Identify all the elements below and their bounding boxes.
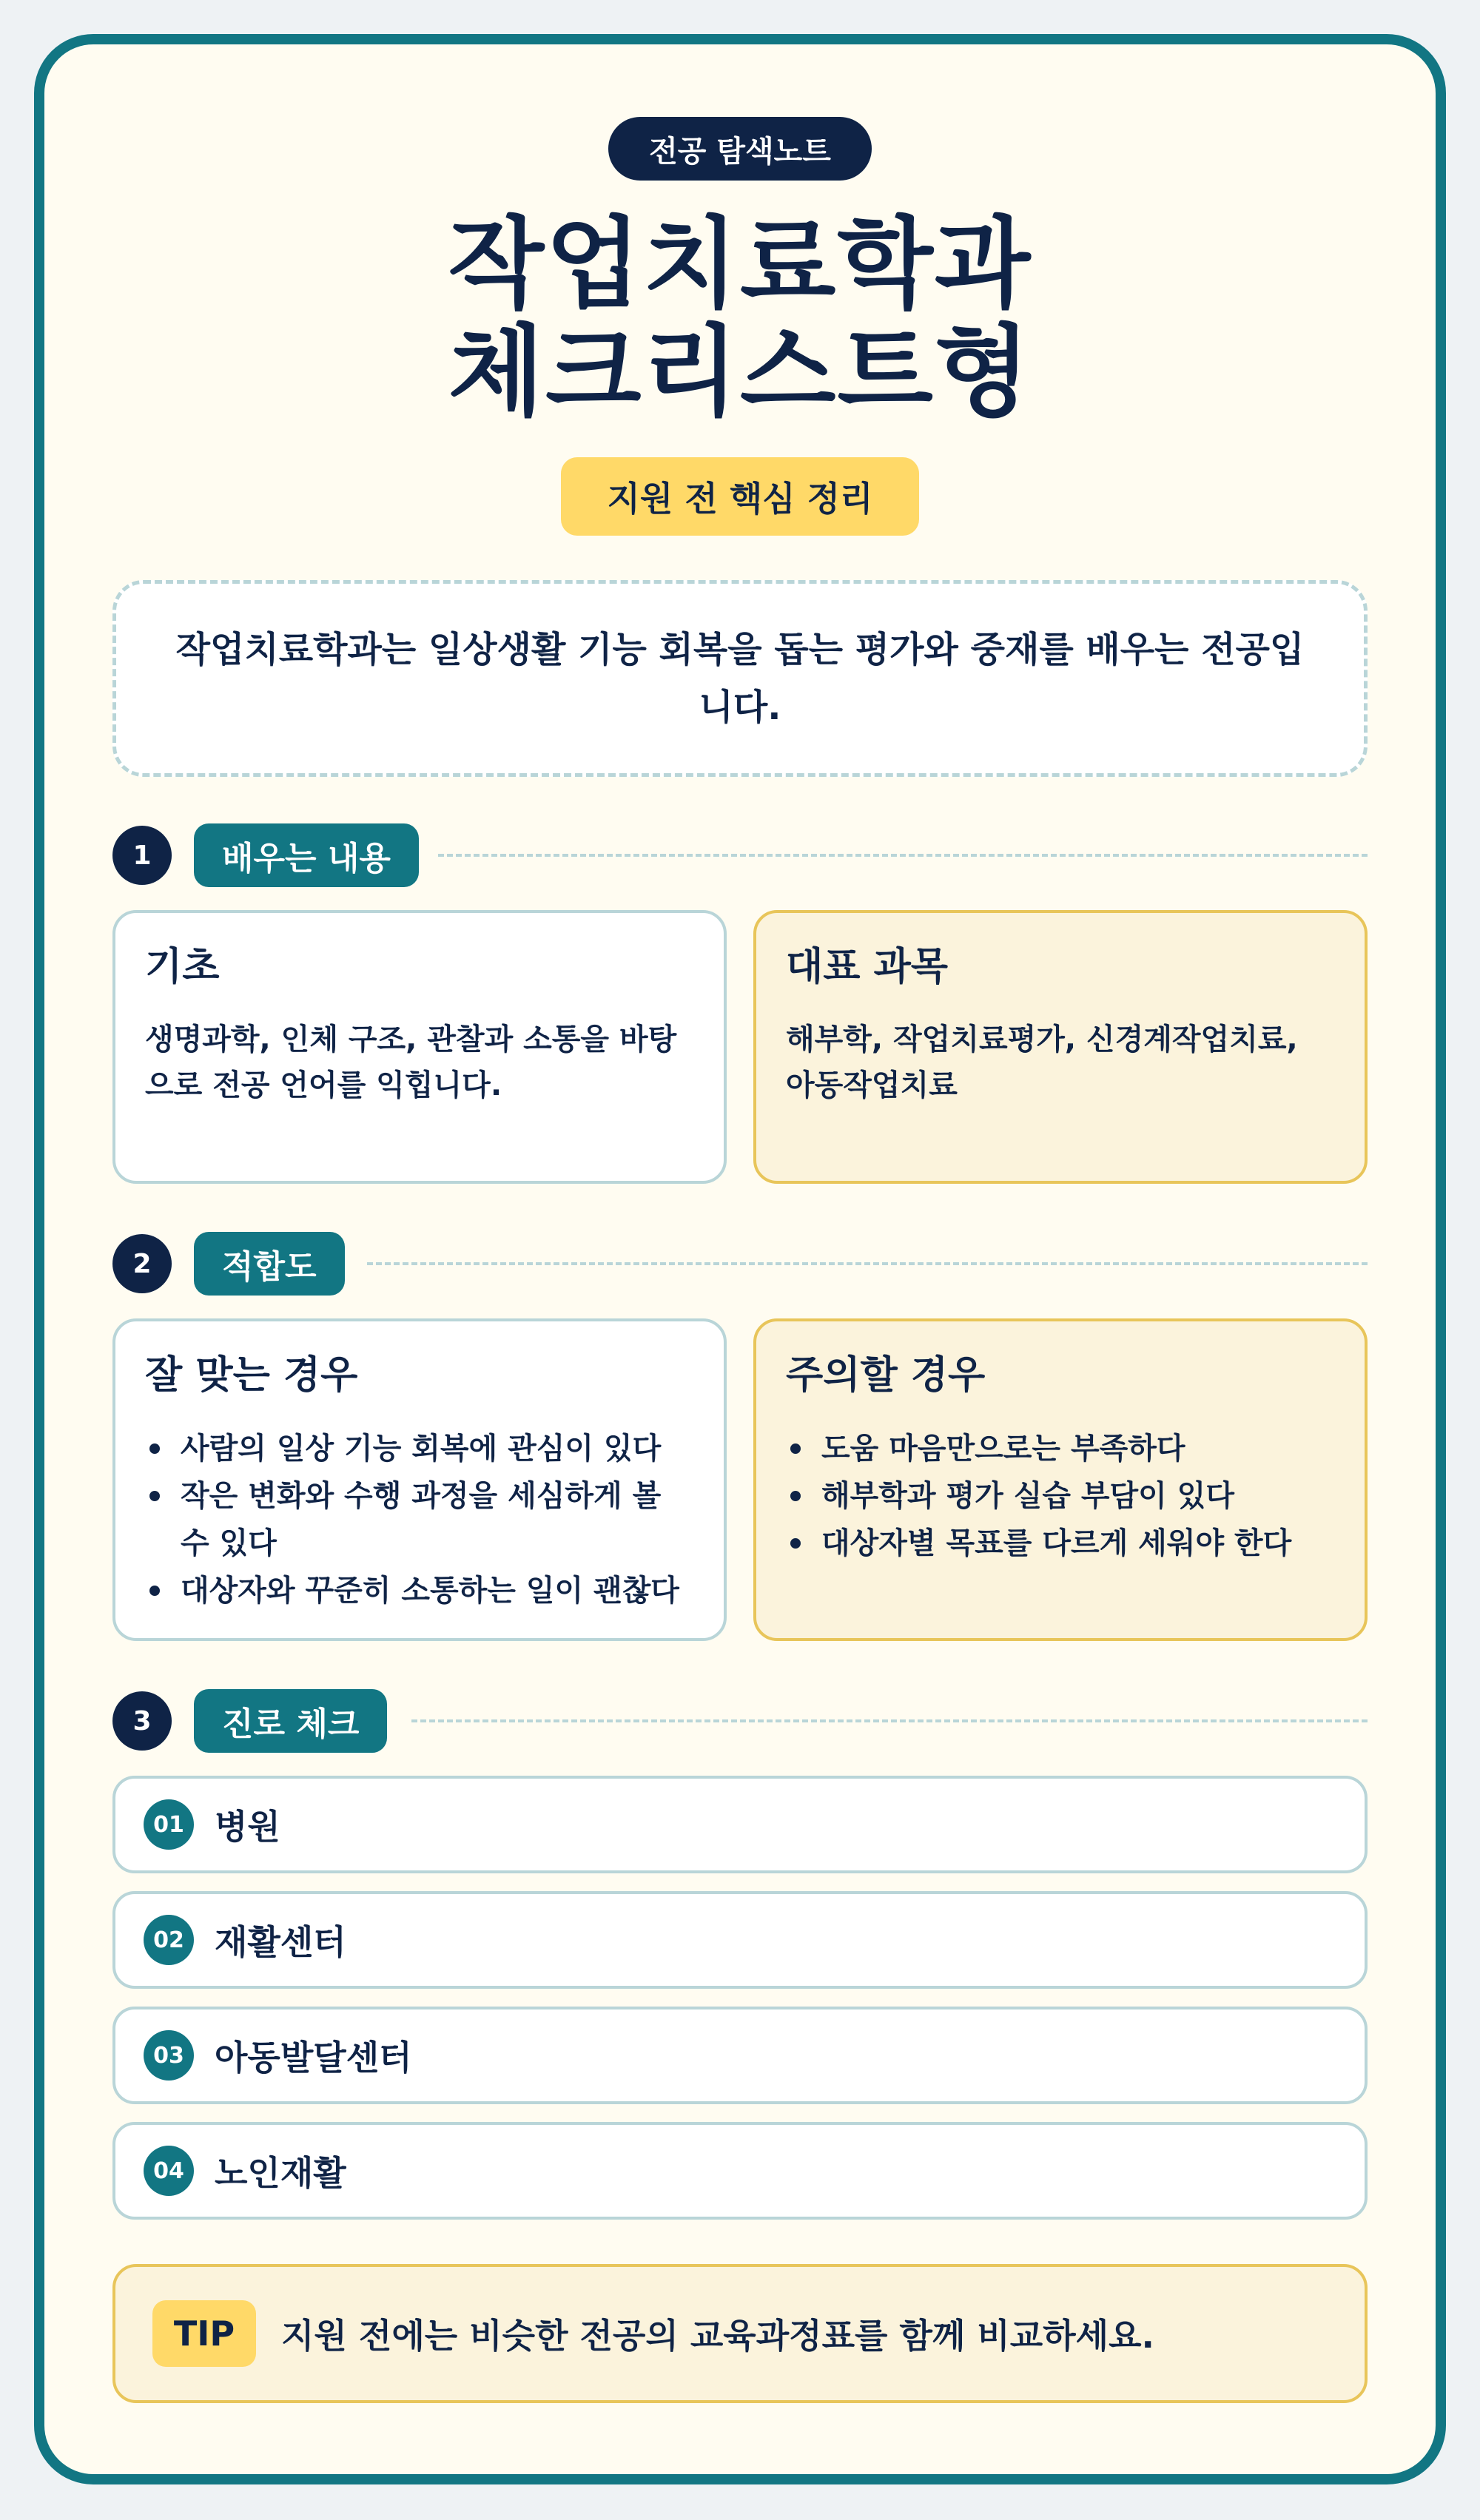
tip-text: 지원 전에는 비슷한 전공의 교육과정표를 함께 비교하세요. (281, 2316, 1155, 2356)
basics-card (112, 910, 727, 1184)
career-number: 02 (144, 1915, 194, 1965)
section-1-title: 배우는 내용 (194, 823, 419, 887)
career-number: 01 (144, 1799, 194, 1850)
section-2-number: 2 (112, 1234, 172, 1293)
subjects-heading: 대표 과목 (786, 945, 949, 989)
caution-card (753, 1318, 1368, 1641)
career-item (112, 1891, 1368, 1989)
section-2-divider (367, 1262, 1368, 1265)
career-label: 재활센터 (215, 1922, 346, 1962)
section-3-title: 진로 체크 (194, 1689, 387, 1753)
basics-text: 생명과학, 인체 구조, 관찰과 소통을 바탕으로 전공 언어를 익힙니다. (145, 1023, 677, 1102)
career-item (112, 1776, 1368, 1873)
caution-heading: 주의할 경우 (786, 1353, 986, 1398)
good-fit-heading: 잘 맞는 경우 (145, 1353, 358, 1398)
intro-box (112, 580, 1368, 777)
career-number: 04 (144, 2146, 194, 2196)
career-item (112, 2122, 1368, 2220)
subjects-text: 해부학, 작업치료평가, 신경계작업치료, 아동작업치료 (786, 1023, 1298, 1102)
career-number: 03 (144, 2030, 194, 2081)
page-title-line2: 체크리스트형 (448, 314, 1032, 430)
career-label: 아동발달센터 (215, 2038, 412, 2078)
section-2-title: 적합도 (194, 1232, 345, 1296)
career-item (112, 2007, 1368, 2104)
subjects-card (753, 910, 1368, 1184)
career-label: 병원 (215, 1807, 280, 1847)
tip-box (112, 2264, 1368, 2403)
header-badge: 전공 탐색노트 (608, 117, 872, 181)
caution-item: 대상자별 목표를 다르게 세워야 한다 (786, 1520, 1335, 1567)
page-subtitle: 지원 전 핵심 정리 (561, 457, 919, 536)
page-title-line1: 작업치료학과 (448, 206, 1032, 322)
intro-text: 작업치료학과는 일상생활 기능 회복을 돕는 평가와 중재를 배우는 전공입니다. (175, 629, 1305, 728)
tip-tag: TIP (152, 2300, 256, 2367)
good-fit-item: 사람의 일상 기능 회복에 관심이 있다 (145, 1425, 694, 1472)
section-3-number: 3 (112, 1691, 172, 1751)
good-fit-item: 대상자와 꾸준히 소통하는 일이 괜찮다 (145, 1567, 694, 1614)
section-3-divider (411, 1719, 1368, 1722)
caution-item: 해부학과 평가 실습 부담이 있다 (786, 1472, 1335, 1520)
basics-heading: 기초 (145, 945, 220, 989)
caution-item: 도움 마음만으로는 부족하다 (786, 1425, 1335, 1472)
career-label: 노인재활 (215, 2153, 346, 2193)
section-1-divider (438, 854, 1368, 857)
section-1-number: 1 (112, 826, 172, 885)
good-fit-item: 작은 변화와 수행 과정을 세심하게 볼 수 있다 (145, 1472, 694, 1567)
good-fit-card (112, 1318, 727, 1641)
